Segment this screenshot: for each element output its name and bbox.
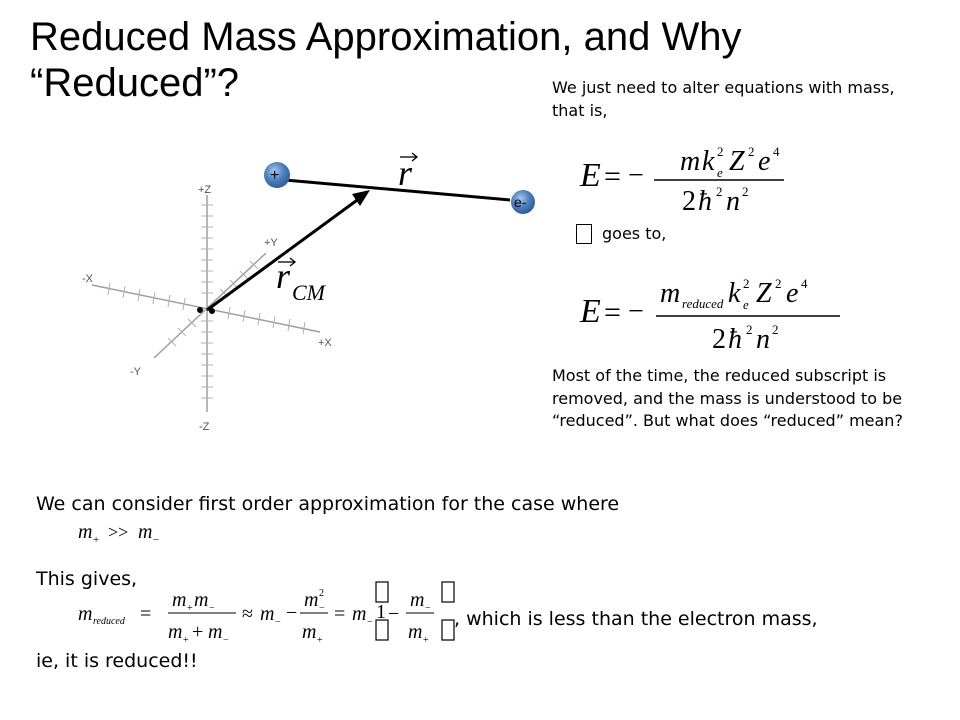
- rm-m: m: [78, 603, 93, 625]
- eq2-Z-sup: 2: [775, 276, 782, 291]
- cond-gg: >>: [108, 522, 129, 542]
- rm-equals2: =: [334, 603, 346, 625]
- conclusion-tail: , which is less than the electron mass,: [454, 608, 818, 630]
- cond-plus-sub: +: [93, 534, 100, 546]
- eq2-e: e: [786, 278, 799, 309]
- rm-minus-op2: −: [388, 603, 400, 625]
- eq1-Z: Z: [729, 146, 745, 177]
- rm-frac1-den-m1: m: [168, 621, 183, 643]
- mass-condition: [76, 518, 186, 546]
- rm-frac3-den-m: m: [408, 621, 423, 643]
- rm-frac3-den-plus: +: [423, 635, 429, 646]
- axis-label-pos-z: +Z: [198, 184, 212, 196]
- r-label: r: [398, 153, 413, 193]
- rm-frac1-m1: m: [172, 589, 187, 611]
- rm-frac1-den-plus: +: [183, 635, 189, 646]
- paren-bottom-left-icon: [376, 620, 388, 640]
- eq2-minus: −: [628, 296, 644, 327]
- goes-to-text: goes to,: [602, 224, 667, 243]
- axis-label-neg-z: -Z: [199, 421, 210, 433]
- rm-frac2-sup: 2: [319, 588, 324, 599]
- rm-frac1-plus: +: [187, 603, 193, 614]
- rm-frac1-den-op: +: [192, 621, 204, 643]
- rm-approx: ≈: [242, 603, 253, 625]
- eq1-k: k: [702, 146, 715, 177]
- cond-m-plus: m: [78, 521, 93, 543]
- paren-top-right-icon: [442, 582, 454, 602]
- r-cm-label: r: [276, 256, 291, 296]
- rm-m-factor: m: [352, 603, 367, 625]
- eq1-hbar-sup: 2: [716, 184, 723, 199]
- r-cm-subscript: CM: [292, 280, 325, 305]
- eq2-hbar-sup: 2: [746, 322, 753, 337]
- eq1-Z-sup: 2: [748, 144, 755, 159]
- reduced-energy-equation: [578, 272, 848, 358]
- eq2-n-sup: 2: [772, 322, 779, 337]
- rm-frac2-den-plus: +: [317, 635, 323, 646]
- rm-frac3-m: m: [410, 589, 425, 611]
- axis-label-neg-x: -X: [82, 273, 93, 285]
- rm-frac1-den-m2: m: [208, 621, 223, 643]
- paren-top-left-icon: [376, 582, 388, 602]
- conclusion-line: ie, it is reduced!!: [36, 650, 198, 672]
- energy-equation: [578, 140, 798, 216]
- eq1-n: n: [726, 186, 740, 216]
- rm-frac1-minus: −: [209, 603, 215, 614]
- arrow-placeholder-icon: [576, 224, 592, 244]
- rm-frac2-m: m: [304, 589, 319, 611]
- rm-m-factor-sub: −: [367, 617, 373, 628]
- eq2-e-sup: 4: [801, 276, 808, 291]
- eq1-E: E: [580, 157, 601, 194]
- electron-label: e-: [514, 194, 527, 210]
- eq1-minus: −: [628, 160, 644, 191]
- goes-to-row: [576, 222, 666, 245]
- rm-minus-op: −: [286, 602, 298, 624]
- explanation-paragraph: Most of the time, the reduced subscript is removed, and the mass is understood to be “reduced”. But what does “reduced” mean?: [552, 366, 903, 430]
- first-order-text: We can consider first order approximation for the case where: [36, 493, 620, 515]
- eq1-k-sub: e: [717, 165, 723, 180]
- slide-title-line2: “Reduced”?: [30, 61, 240, 105]
- rm-frac1-den-minus: −: [223, 635, 229, 646]
- slide-title-line1: Reduced Mass Approximation, and Why: [30, 15, 742, 59]
- eq2-two: 2: [712, 324, 726, 355]
- rm-frac2-den-m: m: [302, 621, 317, 643]
- eq1-equals: =: [604, 160, 621, 193]
- eq1-n-sup: 2: [742, 184, 749, 199]
- origin-dot-2: [209, 308, 215, 314]
- axis-label-pos-x: +X: [318, 337, 332, 349]
- cond-m-minus: m: [138, 521, 153, 543]
- eq2-E: E: [580, 293, 601, 330]
- axis-label-pos-y: +Y: [264, 237, 278, 249]
- eq2-equals: =: [604, 296, 621, 329]
- rm-m-minus-sub: −: [275, 617, 281, 628]
- origin-dot: [197, 307, 203, 313]
- this-gives-text: This gives,: [36, 568, 138, 590]
- intro-text: We just need to alter equations with mass, that is,: [552, 78, 895, 120]
- eq2-hbar: ħ: [728, 324, 742, 355]
- reduced-mass-equation: [76, 576, 466, 648]
- axis-label-neg-y: -Y: [130, 366, 141, 378]
- cond-minus-sub: −: [153, 534, 160, 546]
- eq1-hbar: ħ: [698, 186, 712, 216]
- eq2-k: k: [728, 278, 741, 309]
- eq2-k-sub: e: [743, 297, 749, 312]
- eq2-k-sup: 2: [743, 276, 750, 291]
- rm-frac1-m2: m: [194, 589, 209, 611]
- eq1-k-sup: 2: [717, 144, 724, 159]
- rm-reduced-sub: reduced: [93, 616, 125, 627]
- eq2-m-sub: reduced: [682, 296, 724, 311]
- eq1-e-sup: 4: [773, 144, 780, 159]
- proton-label: +: [270, 167, 280, 184]
- rm-m-minus: m: [260, 603, 275, 625]
- eq2-Z: Z: [756, 278, 772, 309]
- eq1-two: 2: [682, 186, 696, 216]
- eq2-m: m: [660, 278, 681, 309]
- rm-frac3-sub: −: [425, 603, 431, 614]
- eq2-n: n: [756, 324, 770, 355]
- rm-frac2-sub: −: [319, 603, 325, 614]
- rm-equals: =: [140, 603, 152, 625]
- coordinate-diagram: [70, 150, 550, 440]
- rm-one: 1: [376, 601, 386, 623]
- y-axis: [154, 253, 266, 358]
- paren-bottom-right-icon: [442, 620, 454, 640]
- eq1-m: m: [680, 146, 701, 177]
- eq1-e: e: [758, 146, 771, 177]
